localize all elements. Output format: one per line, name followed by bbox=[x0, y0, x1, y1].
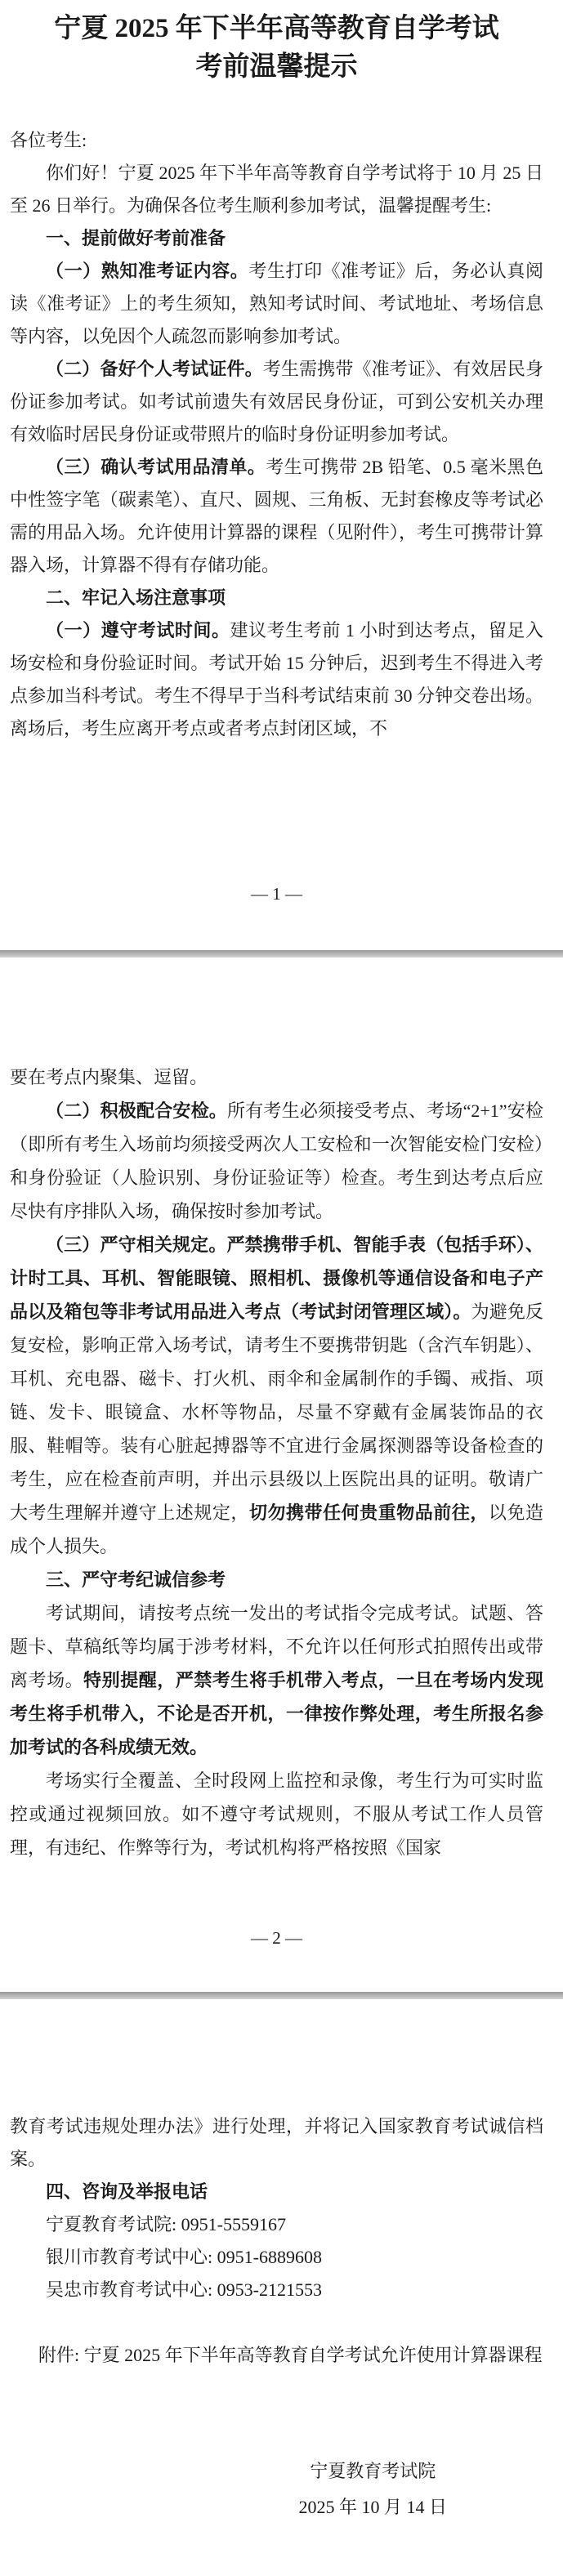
phone-wuzhong-exam-center: 吴忠市教育考试中心: 0953-2121553 bbox=[46, 2279, 322, 2300]
para-monitoring: 考场实行全覆盖、全时段网上监控和录像，考生行为可实时监控或通过视频回放。如不遵守考试规则，不服从考试工作人员管理，有违纪、作弊等行为，考试机构将严格按照《国家 bbox=[10, 1770, 543, 1858]
para-text: 考试期间，请按考点统一发出的考试指令完成考试。试题、答题卡、草稿纸等均属于涉考材料，不允许以任何形式拍照传出或带离考场。 bbox=[10, 1603, 543, 1690]
para-know-admission-ticket bbox=[10, 255, 543, 353]
para-text: 考生需携带《准考证》、有效居民身份证参加考试。如考试前遗失有效居民身份证，可到公安机关办理有效临时居民身份证或带照片的临时身份证明参加考试。 bbox=[10, 359, 543, 444]
page-3 bbox=[0, 1999, 563, 2576]
para-lead: （二）备好个人考试证件。 bbox=[46, 359, 263, 379]
page-number-2: — 2 — bbox=[251, 1928, 302, 1948]
para-lead: （三）确认考试用品清单。 bbox=[46, 457, 266, 477]
signature-date: 2025 年 10 月 14 日 bbox=[298, 2497, 447, 2517]
phone-ningxia-exam-institute: 宁夏教育考试院: 0951-5559167 bbox=[46, 2214, 286, 2234]
para-lead: （一）熟知准考证内容。 bbox=[46, 261, 249, 281]
para-emphasis: 特别提醒，严禁考生将手机带入考点，一旦在考场内发现考生将手机带入，不论是否开机，一律按作弊处理，考生所报名参加考试的各科成绩无效。 bbox=[10, 1670, 543, 1757]
para-prepare-id-documents bbox=[10, 353, 543, 451]
section-heading-3: 三、严守考纪诚信参考 bbox=[46, 1569, 226, 1590]
para-continuation: 教育考试违规处理办法》进行处理，并将记入国家教育考试诚信档案。 bbox=[10, 2116, 543, 2169]
salutation: 各位考生: bbox=[10, 130, 87, 150]
page-separator bbox=[0, 950, 563, 958]
phone-yinchuan-exam-center: 银川市教育考试中心: 0951-6889608 bbox=[46, 2247, 322, 2267]
page-number-1: — 1 — bbox=[251, 884, 302, 904]
signature-issuer: 宁夏教育考试院 bbox=[310, 2461, 436, 2481]
para-lead: （三）严守相关规定。 bbox=[46, 1234, 227, 1255]
intro-paragraph: 你们好！宁夏 2025 年下半年高等教育自学考试将于 10 月 25 日至 26 日举行。为确保各位考生顺利参加考试，温馨提醒考生: bbox=[10, 163, 543, 216]
page-2 bbox=[0, 958, 563, 1992]
doc-title-line2: 考前温馨提示 bbox=[195, 52, 358, 82]
para-exam-time bbox=[10, 614, 543, 745]
page-1 bbox=[0, 0, 563, 950]
page-separator bbox=[0, 1992, 563, 1999]
para-text: 考生打印《准考证》后，务必认真阅读《准考证》上的考生须知，熟知考试时间、考试地址、考场信息等内容，以免因个人疏忽而影响参加考试。 bbox=[10, 261, 543, 346]
para-lead: （一）遵守考试时间。 bbox=[46, 620, 230, 641]
para-text: 所有考生必须接受考点、考场“2+1”安检（即所有考生入场前均须接受两次人工安检和一次智能安检门安检）和身份验证（人脸识别、身份证验证等）检查。考生到达考点后应尽快有序排队入场，确保按时参加考试。 bbox=[10, 1100, 543, 1221]
section-heading-4: 四、咨询及举报电话 bbox=[46, 2181, 208, 2202]
para-exam-discipline bbox=[10, 1596, 543, 1764]
para-text: 考生可携带 2B 铅笔、0.5 毫米黑色中性签字笔（碳素笔）、直尺、圆规、三角板、无封套橡皮等考试必需的用品入场。允许使用计算器的课程（见附件），考生可携带计算器入场，计算器不得有存储功能。 bbox=[10, 457, 543, 575]
para-text: 为避免反复安检，影响正常入场考试，请考生不要携带钥匙（含汽车钥匙）、耳机、充电器、磁卡、打火机、雨伞和金属制作的手镯、戒指、项链、发卡、眼镜盒、水杯等物品，尽量不穿戴有金属装饰品的衣服、鞋帽等。装有心脏起搏器等不宜进行金属探测器等设备检查的考生，应在检查前声明，并出示县级以上医院出具的证明。敬请广大考生理解并遵守上述规定， bbox=[10, 1301, 543, 1523]
para-emphasis: 切勿携带任何贵重物品前往， bbox=[248, 1502, 489, 1523]
para-text: 以免造成个人损失。 bbox=[10, 1502, 543, 1556]
doc-title-line1: 宁夏 2025 年下半年高等教育自学考试 bbox=[54, 14, 499, 43]
para-exam-supplies bbox=[10, 451, 543, 582]
para-emphasis: 严禁携带手机、智能手表（包括手环）、计时工具、耳机、智能眼镜、照相机、摄像机等通信设备和电子产品以及箱包等非考试用品进入考点（考试封闭管理区域）。 bbox=[10, 1234, 543, 1322]
section-heading-1: 一、提前做好考前准备 bbox=[46, 228, 226, 248]
para-text: 建议考生考前 1 小时到达考点，留足入场安检和身份验证时间。考试开始 15 分钟后，迟到考生不得进入考点参加当科考试。考生不得早于当科考试结束前 30 分钟交卷出场。离场后，考生应离开考点或者考点封闭区域，不 bbox=[10, 620, 543, 739]
signature-block bbox=[298, 2453, 447, 2525]
para-strict-rules bbox=[10, 1228, 543, 1563]
attachment-note: 附件: 宁夏 2025 年下半年高等教育自学考试允许使用计算器课程 bbox=[38, 2345, 543, 2365]
para-security-check bbox=[10, 1094, 543, 1228]
para-continuation: 要在考点内聚集、逗留。 bbox=[10, 1067, 208, 1087]
para-lead: （二）积极配合安检。 bbox=[46, 1100, 228, 1121]
doc-title bbox=[10, 0, 543, 87]
section-heading-2: 二、牢记入场注意事项 bbox=[46, 587, 226, 608]
